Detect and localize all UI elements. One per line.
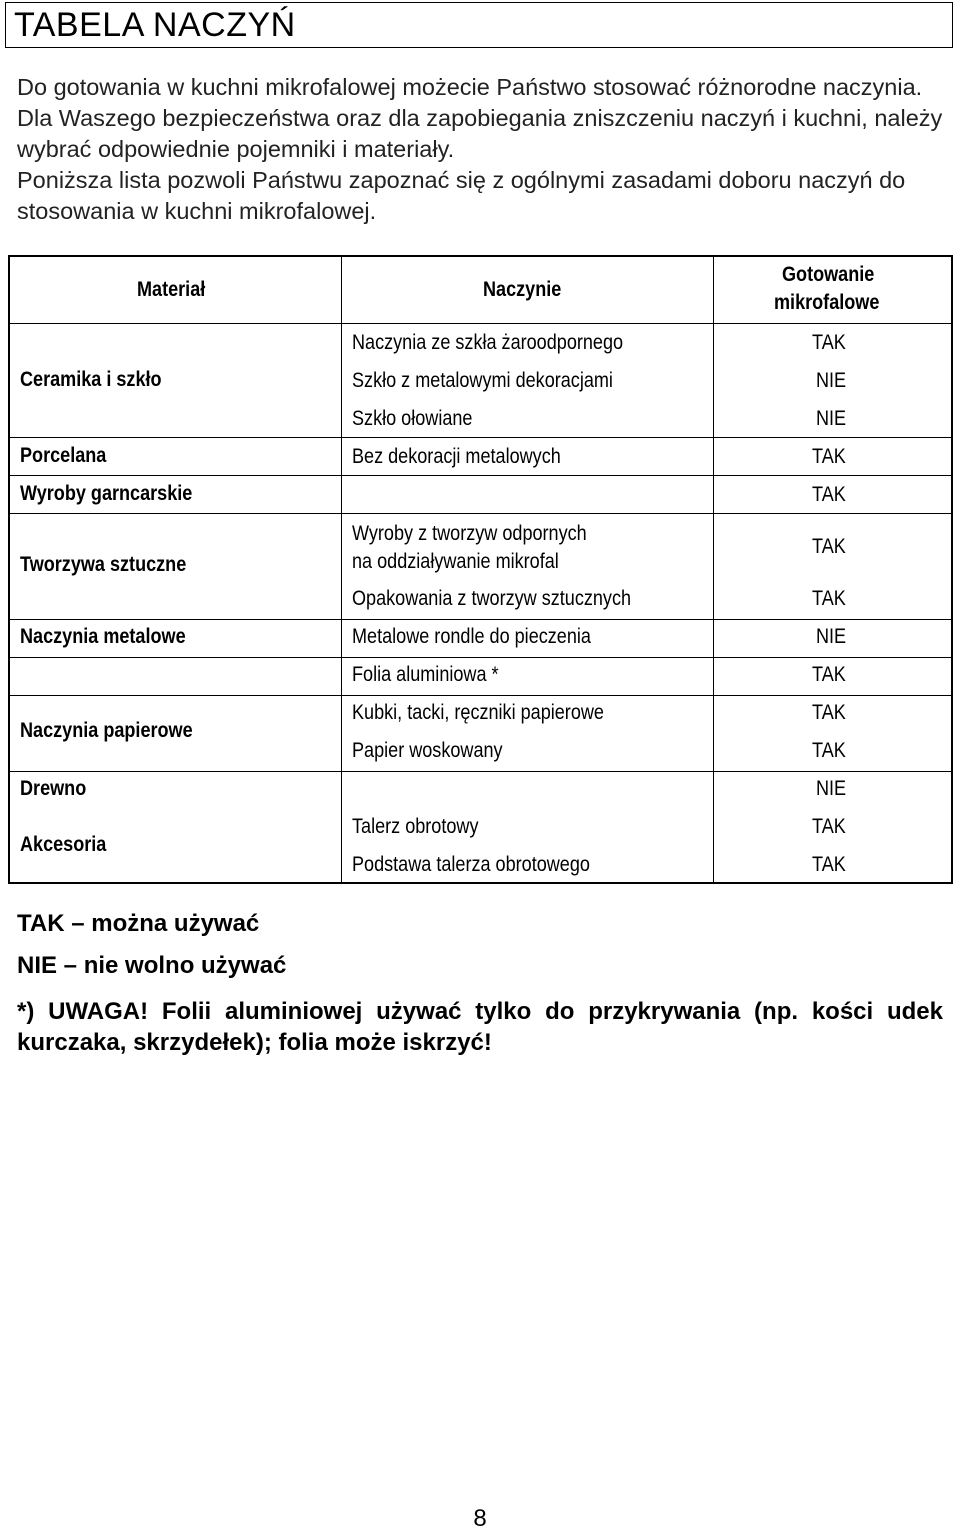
legend-nie: NIE – nie wolno używać <box>17 952 287 979</box>
material-pottery: Wyroby garncarskie <box>20 482 193 505</box>
material-wood: Drewno <box>20 777 87 800</box>
result-cell: NIE <box>816 777 847 800</box>
table-rule <box>713 257 714 882</box>
result-cell: TAK <box>812 587 846 610</box>
result-cell: TAK <box>812 483 846 506</box>
result-cell: TAK <box>812 535 846 558</box>
result-cell: TAK <box>812 853 846 876</box>
material-ceramics-glass: Ceramika i szkło <box>20 368 162 391</box>
material-porcelain: Porcelana <box>20 444 107 467</box>
header-material: Materiał <box>137 278 206 301</box>
intro-paragraph-1: Do gotowania w kuchni mikrofalowej możecie Państwo stosować różnorodne naczynia. Dla Waszego bezpieczeństwa oraz dla zapobiegania zniszczeniu naczyń i kuchni, należy wybrać odpowiednie pojemniki i materiały. <box>17 74 943 162</box>
vessel-table <box>8 255 953 884</box>
intro-text <box>17 72 943 227</box>
intro-paragraph-2: Poniższa lista pozwoli Państwu zapoznać się z ogólnymi zasadami doboru naczyń do stosowania w kuchni mikrofalowej. <box>17 167 906 224</box>
material-metal: Naczynia metalowe <box>20 625 186 648</box>
vessel-no-metal-decor: Bez dekoracji metalowych <box>352 445 561 468</box>
page-number: 8 <box>473 1505 487 1532</box>
vessel-metal-pans: Metalowe rondle do pieczenia <box>352 625 591 648</box>
vessel-plastic-packaging: Opakowania z tworzyw sztucznych <box>352 587 632 610</box>
vessel-aluminium-foil: Folia aluminiowa * <box>352 663 499 686</box>
vessel-turntable-base: Podstawa talerza obrotowego <box>352 853 590 876</box>
table-rule <box>10 657 951 658</box>
table-rule <box>10 475 951 476</box>
title-box <box>5 2 953 48</box>
table-rule <box>10 513 951 514</box>
vessel-glass-metal-decor: Szkło z metalowymi dekoracjami <box>352 369 613 392</box>
result-cell: TAK <box>812 445 846 468</box>
table-rule <box>10 323 951 324</box>
vessel-lead-glass: Szkło ołowiane <box>352 407 473 430</box>
vessel-wax-paper: Papier woskowany <box>352 739 503 762</box>
legend-tak: TAK – można używać <box>17 910 260 937</box>
table-rule <box>10 695 951 696</box>
result-cell: NIE <box>816 369 847 392</box>
table-rule <box>10 619 951 620</box>
result-cell: TAK <box>812 815 846 838</box>
table-rule <box>10 437 951 438</box>
vessel-resistant-plastics-1: Wyroby z tworzyw odpornych <box>352 522 587 545</box>
result-cell: NIE <box>816 625 847 648</box>
result-cell: TAK <box>812 739 846 762</box>
header-cooking-line1: Gotowanie <box>782 263 875 286</box>
vessel-turntable: Talerz obrotowy <box>352 815 479 838</box>
table-rule <box>341 257 342 882</box>
material-accessories: Akcesoria <box>20 833 107 856</box>
vessel-resistant-plastics-2: na oddziaływanie mikrofal <box>352 550 559 573</box>
material-paper: Naczynia papierowe <box>20 719 193 742</box>
page-title: TABELA NACZYŃ <box>14 6 296 44</box>
vessel-paper-cups: Kubki, tacki, ręczniki papierowe <box>352 701 604 724</box>
result-cell: TAK <box>812 701 846 724</box>
header-vessel: Naczynie <box>483 278 562 301</box>
material-plastics: Tworzywa sztuczne <box>20 553 187 576</box>
header-cooking-line2: mikrofalowe <box>774 291 880 314</box>
result-cell: TAK <box>812 663 846 686</box>
result-cell: TAK <box>812 331 846 354</box>
result-cell: NIE <box>816 407 847 430</box>
vessel-heat-resistant-glass: Naczynia ze szkła żaroodpornego <box>352 331 624 354</box>
warning-note: *) UWAGA! Folii aluminiowej używać tylko do przykrywania (np. kości udek kurczaka, skrzydełek); folia może iskrzyć! <box>17 998 943 1056</box>
table-rule <box>10 771 951 772</box>
